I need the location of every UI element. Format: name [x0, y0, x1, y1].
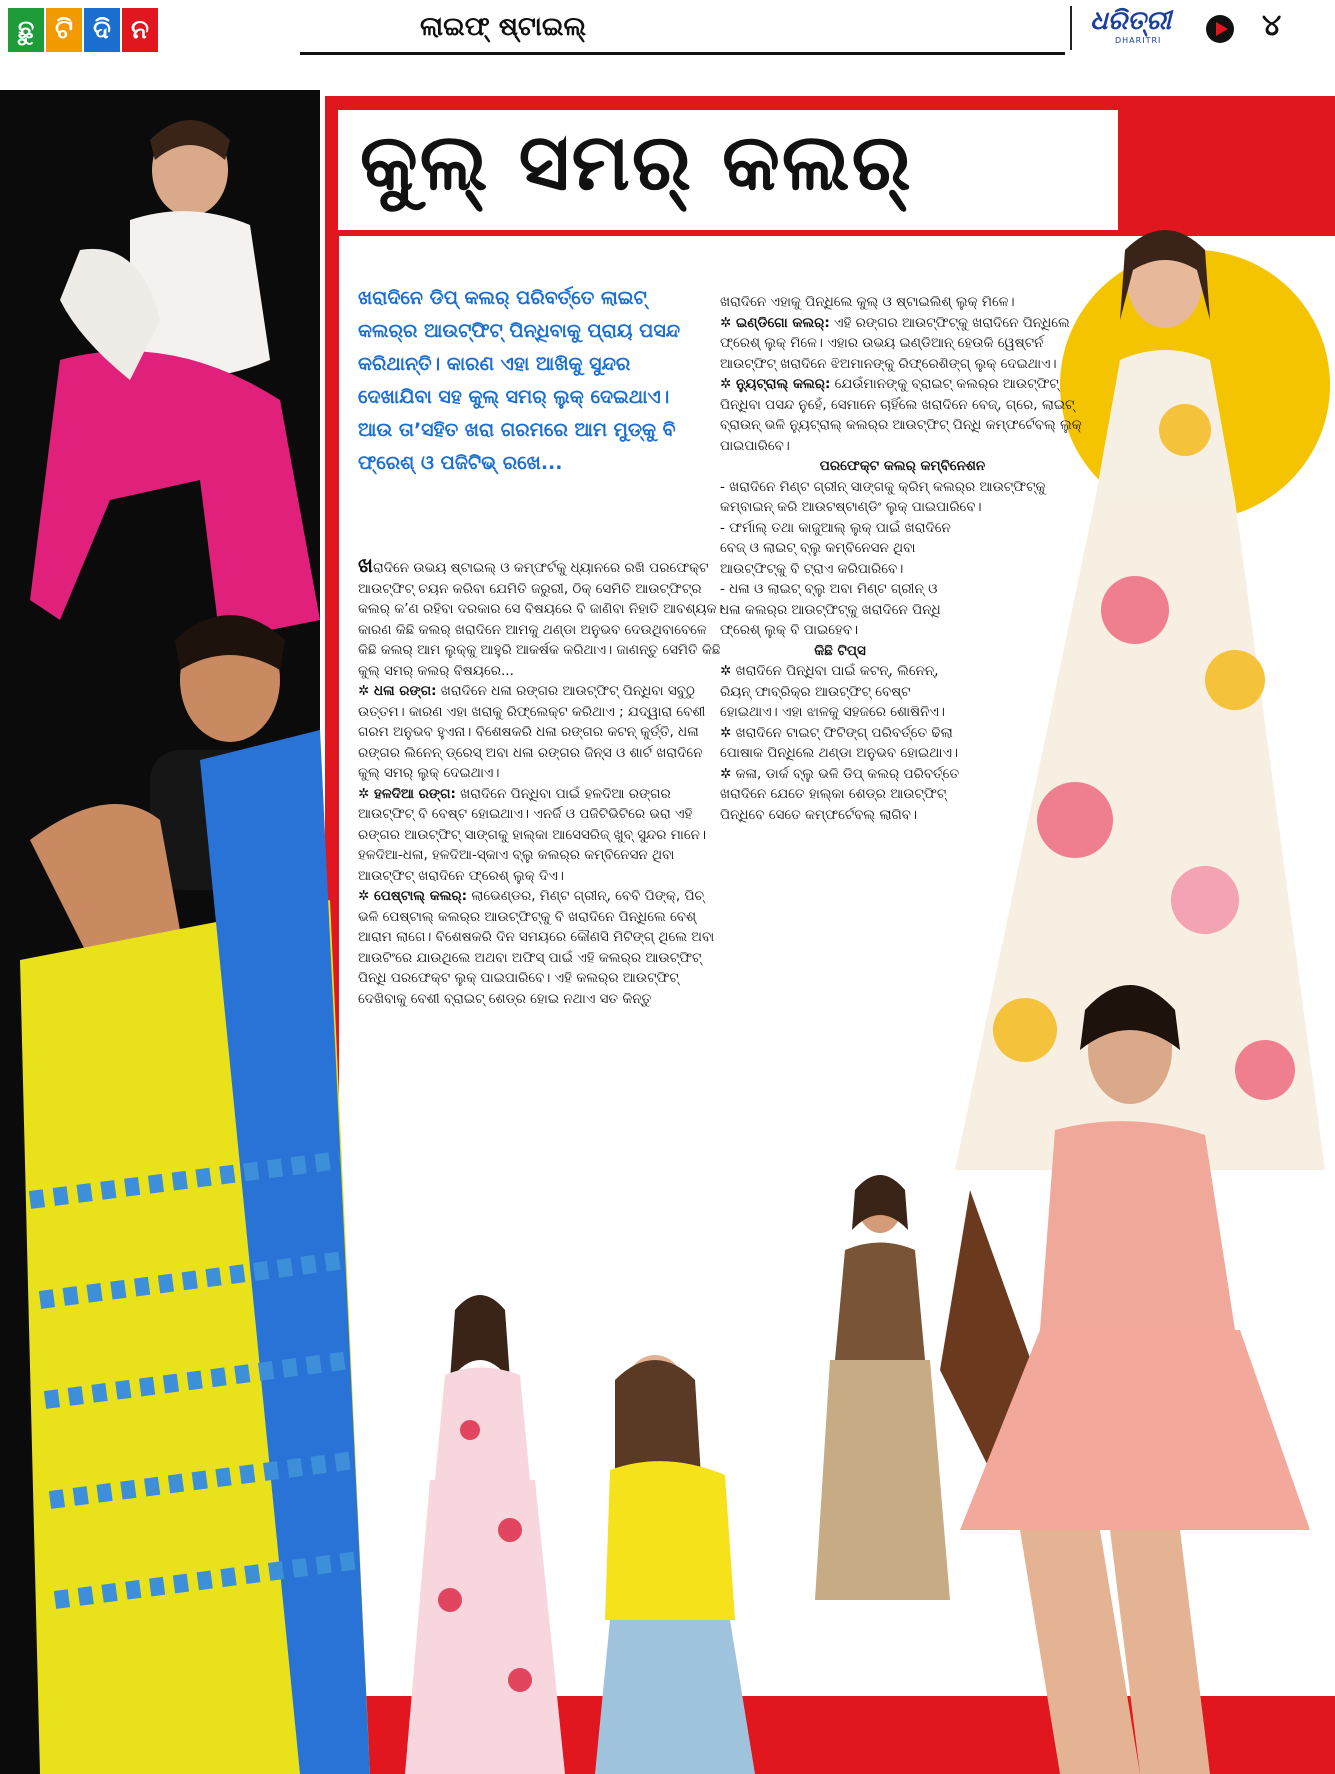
- paragraph-text: - ଧଳା ଓ ଲାଇଟ୍ ବ୍ଲୁ ଅବା ମିଣ୍ଟ ଗ୍ରୀନ୍ ଓ ଧଳା କଲର୍‌ର ଆଉଟ୍‌ଫିଟ୍‌କୁ ଖରାଦିନେ ପିନ୍ଧି ଫ୍ରେଶ୍ ଲୁକ୍ ବି ପାଇହେବ।: [720, 581, 941, 638]
- paragraph-text: ଲାଭେଣ୍ଡର, ମିଣ୍ଟ ଗ୍ରୀନ୍, ବେବି ପିଙ୍କ୍, ପିଚ୍ ଭଳି ପେଷ୍ଟାଲ୍ କଲର୍‌ର ଆଉଟ୍‌ଫିଟ୍‌କୁ ବି ଖରାଦିନେ ପିନ୍ଧିଲେ ବେଶ୍ ଆରାମ ଲାଗେ। ବିଶେଷକରି ଦିନ ସମୟରେ କୌଣସି ମିଟିଙ୍ଗ୍ ଥିଲେ ଅବା ଆଉଟିଂରେ ଯାଉଥିଲେ ଅଥବା ଅଫିସ୍ ପାଇଁ ଏହି କଲର୍‌ର ଆଉଟ୍‌ଫିଟ୍ ପିନ୍ଧି ପରଫେକ୍ଟ ଲୁକ୍ ପାଇପାରିବେ। ଏହି କଲର୍‌ର ଆଉଟ୍‌ଫିଟ୍ ଦେଖିବାକୁ ବେଶୀ ବ୍ରାଇଟ୍ ଶେଡ୍‌ର ହୋଇ ନଥାଏ ସତ କିନ୍ତୁ: [358, 888, 715, 1007]
- model-photo-yellow-top: [555, 1340, 785, 1774]
- subhead-pastel: ✲ ପେଷ୍ଟାଲ୍ କଲର୍:: [358, 888, 468, 904]
- header-divider: [1070, 6, 1072, 50]
- play-icon: [1205, 14, 1235, 44]
- subhead-white: ✲ ଧଳା ରଙ୍ଗ:: [358, 683, 437, 699]
- page-number: ୪: [1262, 8, 1282, 43]
- brand-subtitle: DHARITRI: [1115, 36, 1162, 45]
- section-title: ଲାଇଫ୍ ଷ୍ଟାଇଲ୍: [420, 12, 587, 42]
- paragraph-text: ଖରାଦିନେ ଧଳା ରଙ୍ଗର ଆଉଟ୍‌ଫିଟ୍ ପିନ୍ଧିବା ସବୁଠୁ ଉତ୍ତମ। କାରଣ ଏହା ଖରାକୁ ରିଫ୍ଲେକ୍ଟ କରିଥାଏ ; ଯଦ୍ୱାରା ବେଶୀ ଗରମ ଅନୁଭବ ହୁଏନା। ବିଶେଷକରି ଧଳା ରଙ୍ଗର କଟନ୍ କୁର୍ତ୍ତି, ଧଳା ରଙ୍ଗର ଲିନେନ୍ ଡ୍ରେସ୍ ଅବା ଧଳା ରଙ୍ଗର ଜିନ୍ସ ଓ ଶାର୍ଟ ଖରାଦିନେ କୁଲ୍ ସମର୍ ଲୁକ୍ ଦେଇଥାଏ।: [358, 683, 706, 781]
- subhead-neutral: ✲ ନ୍ୟୁଟ୍ରାଲ୍ କଲର୍:: [720, 376, 831, 392]
- article-paragraph: [720, 313, 1085, 375]
- combination-list: [720, 518, 960, 826]
- subheading-tips: କିଛି ଟିପ୍ସ: [814, 642, 866, 659]
- intro-text: ଖରାଦିନେ ଡିପ୍ କଲର୍ ପରିବର୍ତ୍ତେ ଲାଇଟ୍ କଲର୍‌ର ଆଉଟ୍‌ଫିଟ୍ ପିନ୍ଧିବାକୁ ପ୍ରାୟ ପସନ୍ଦ କରିଥାନ୍ତି। କାରଣ ଏହା ଆଖିକୁ ସୁନ୍ଦର ଦେଖାଯିବା ସହ କୁଲ୍ ସମର୍ ଲୁକ୍ ଦେଇଥାଏ। ଆଉ ତା’ସହିତ ଖରା ଗରମରେ ଆମ ମୁଡ୍‌କୁ ବି ଫ୍ରେଶ୍ ଓ ପଜିଟିଭ୍ ରଖେ...: [358, 287, 681, 474]
- model-photo-pink-dress: [880, 970, 1335, 1774]
- logo-letter-1: ଛୁ: [8, 8, 44, 52]
- paragraph-text: ରାଦିନେ ଉଭୟ ଷ୍ଟାଇଲ୍ ଓ କମ୍ଫର୍ଟକୁ ଧ୍ୟାନରେ ରଖି ପରଫେକ୍ଟ ଆଉଟ୍‌ଫିଟ୍ ଚୟନ କରିବା ଯେମିତି ଜରୁରୀ, ଠିକ୍ ସେମିତି ଆଉଟ୍‌ଫିଟ୍‌ର କଲର୍ କ’ଣ ରହିବା ଦରକାର ସେ ବିଷୟରେ ବି ଜାଣିବା ନିହାତି ଆବଶ୍ୟକ। କାରଣ କିଛି କଲର୍ ଖରାଦିନେ ଆମକୁ ଥଣ୍ଡା ଅନୁଭବ ଦେଉଥିବାବେଳେ କିଛି କଲର୍ ଆମ ଲୁକ୍‌କୁ ଆହୁରି ଆକର୍ଷକ କରିଥାଏ। ଜାଣନ୍ତୁ ସେମିତି କିଛି କୁଲ୍ ସମର୍ କଲର୍ ବିଷୟରେ...: [358, 560, 723, 679]
- logo-letter-4: ନ: [122, 8, 158, 52]
- paragraph-text: ଖରାଦିନେ ଏହାକୁ ପିନ୍ଧିଲେ କୁଲ୍ ଓ ଷ୍ଟାଇଲିଶ୍ ଲୁକ୍ ମିଳେ।: [720, 294, 1015, 310]
- drop-cap: ଖ: [358, 553, 373, 577]
- paragraph-text: ଏହି ରଙ୍ଗର ଆଉଟ୍‌ଫିଟ୍‌କୁ ଖରାଦିନେ ପିନ୍ଧିଲେ ଫ୍ରେଶ୍ ଲୁକ୍ ମିଳେ। ଏହାର ଉଭୟ ଇଣ୍ଡିଆନ୍ ହେଉକି ୱେଷ୍ଟର୍ନ ଆଉଟ୍‌ଫିଟ୍ ଖରାଦିନେ ଝିଅମାନଙ୍କୁ ରିଫ୍ରେଶିଙ୍ଗ୍ ଲୁକ୍ ଦେଇଥାଏ।: [720, 314, 1070, 372]
- article-paragraph: [358, 681, 723, 784]
- logo-letter-3: ଦି: [84, 8, 120, 52]
- paragraph-text: - ଖରାଦିନେ ମିଣ୍ଟ ଗ୍ରୀନ୍ ସାଙ୍ଗକୁ କ୍ରିମ୍ କଲର୍‌ର ଆଉଟ୍‌ଫିଟ୍‌କୁ କମ୍ବାଇନ୍ କରି ଆଉଟଷ୍ଟାଣ୍ଡିଂ ଲୁକ୍ ପାଇପାରିବେ।: [720, 478, 1046, 515]
- subhead-indigo: ✲ ଇଣ୍ଡିଗୋ କଲର୍:: [720, 314, 830, 331]
- subhead-yellow: ✲ ହଳଦିଆ ରଙ୍ଗ:: [358, 785, 456, 802]
- paragraph-text: ଖରାଦିନେ ପିନ୍ଧିବା ପାଇଁ ହଳଦିଆ ରଙ୍ଗର ଆଉଟ୍‌ଫିଟ୍ ବି ବେଷ୍ଟ ହୋଇଥାଏ। ଏନର୍ଜି ଓ ପଜିଟିଭିଟିରେ ଭରା ଏହି ରଙ୍ଗର ଆଉଟ୍‌ଫିଟ୍ ସାଙ୍ଗକୁ ହାଲ୍କା ଆସେସରିଜ୍ ଖୁବ୍ ସୁନ୍ଦର ମାନେ। ହଳଦିଆ-ଧଳା, ହଳଦିଆ-ସ୍କାଏ ବ୍ଲୁ କଲର୍‌ର କମ୍ବିନେସନ ଥିବା ଆଉଟ୍‌ଫିଟ୍ ଖରାଦିନେ ଫ୍ରେଶ୍ ଲୁକ୍ ଦିଏ।: [358, 785, 707, 884]
- model-photo-floral-dress: [400, 1280, 570, 1774]
- article-paragraph: [358, 555, 723, 681]
- logo-letter-2: ଟି: [46, 8, 82, 52]
- tip-item: ✲ ଖରାଦିନେ ଟାଇଟ୍ ଫିଟିଙ୍ଗ୍ ପରିବର୍ତ୍ତେ ଢିଲା ପୋଷାକ ପିନ୍ଧିଲେ ଥଣ୍ଡା ଅନୁଭବ ହୋଇଥାଏ।: [720, 724, 959, 761]
- model-photo-saree: [0, 600, 380, 1774]
- brand-logo: ଧରିତ୍ରୀ: [1090, 6, 1172, 36]
- article-column-left: [358, 555, 723, 1009]
- headline: କୁଲ୍ ସମର୍ କଲର୍: [360, 118, 913, 208]
- tip-item: ✲ କଳା, ଡାର୍କ ବ୍ଲୁ ଭଳି ଡିପ୍ କଲର୍ ପରିବର୍ତ୍ତେ ଖରାଦିନେ ଯେତେ ହାଲ୍କା ଶେଡ୍‌ର ଆଉଟ୍‌ଫିଟ୍ ପିନ୍ଧିବେ ସେତେ କମ୍ଫର୍ଟେବଲ୍ ଲାଗିବ।: [720, 765, 960, 823]
- paragraph-text: ଯେଉଁମାନଙ୍କୁ ବ୍ରାଇଟ୍ କଲର୍‌ର ଆଉଟ୍‌ଫିଟ୍ ପିନ୍ଧିବା ପସନ୍ଦ ନୁହେଁ, ସେମାନେ ଚାହିଁଲେ ଖରାଦିନେ ବେଜ୍, ଗ୍ରେ, ଲାଇଟ୍ ବ୍ରାଉନ୍ ଭଳି ନ୍ୟୁଟ୍ରାଲ୍ କଲର୍‌ର ଆଉଟ୍‌ଫିଟ୍ ପିନ୍ଧି କମ୍ଫର୍ଟେବଲ୍ ଲୁକ୍ ପାଇପାରିବେ।: [720, 376, 1082, 454]
- subheading-combination: ପରଫେକ୍ଟ କଲର୍ କମ୍ବିନେଶନ: [819, 458, 986, 474]
- article-column-right: [720, 292, 1085, 825]
- header-rule: [300, 52, 1065, 55]
- article-paragraph: [358, 784, 723, 887]
- model-photo-kneeling: [20, 100, 330, 680]
- article-paragraph: [358, 886, 723, 1009]
- article-paragraph: [720, 374, 1085, 456]
- tip-item: ✲ ଖରାଦିନେ ପିନ୍ଧିବା ପାଇଁ କଟନ୍, ଲିନେନ୍, ରିୟନ୍ ଫାବ୍ରିକ୍‌ର ଆଉଟ୍‌ଫିଟ୍ ବେଷ୍ଟ ହୋଇଥାଏ। ଏହା ଝାଳକୁ ସହଜରେ ଶୋଷିନିଏ।: [720, 663, 945, 720]
- paragraph-text: - ଫର୍ମାଲ୍ ତଥା କାଜୁଆଲ୍ ଲୁକ୍ ପାଇଁ ଖରାଦିନେ ବେଜ୍ ଓ ଲାଇଟ୍ ବ୍ଲୁ କମ୍ବିନେସନ ଥିବା ଆଉଟ୍‌ଫିଟ୍‌କୁ ବି ଟ୍ରାଏ କରିପାରିବେ।: [720, 519, 951, 577]
